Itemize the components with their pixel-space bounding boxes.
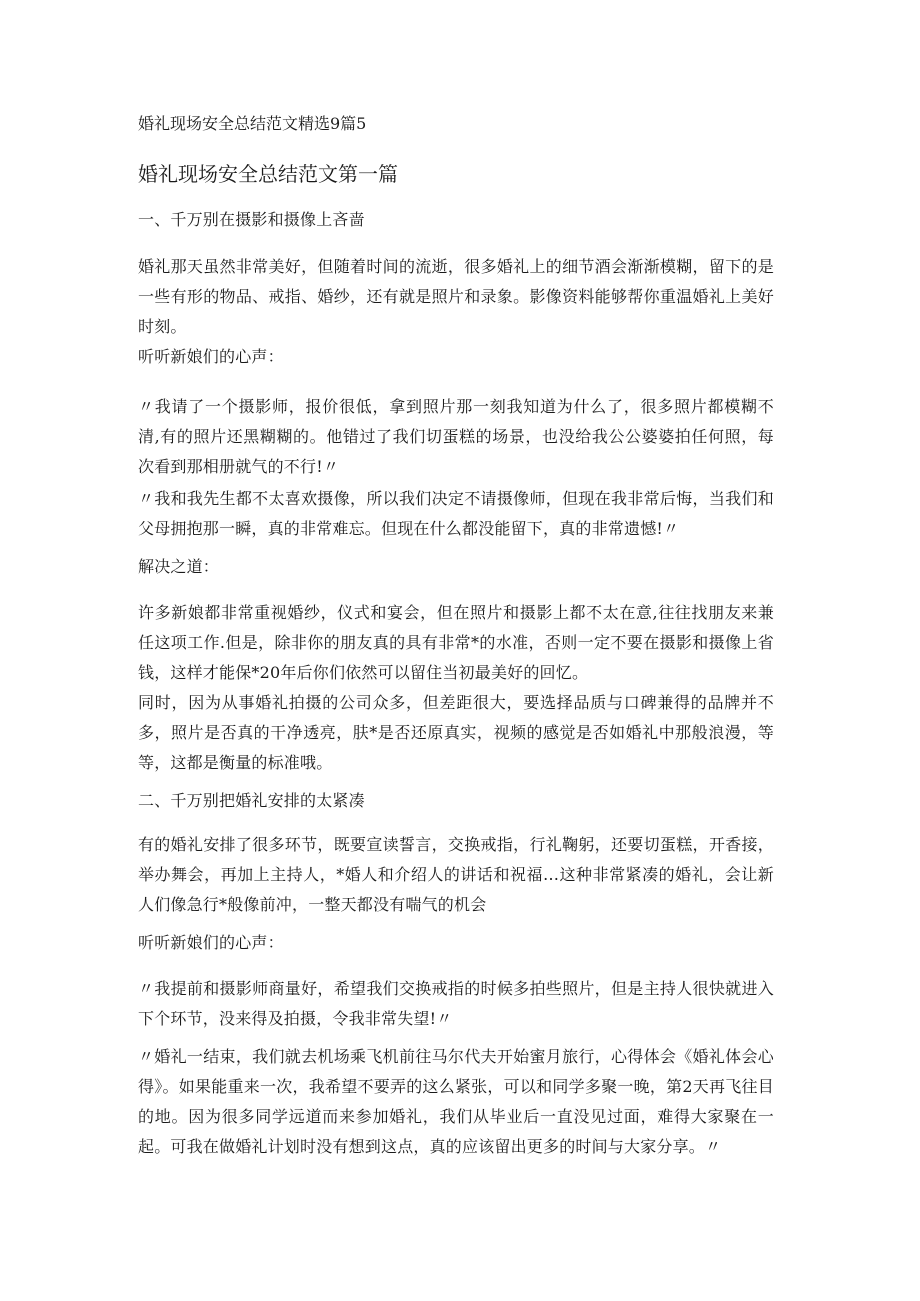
section-heading-1: 一、千万别在摄影和摄像上吝啬 <box>138 210 365 229</box>
quote-paragraph: 〃我请了一个摄影师，报价很低，拿到照片那一刻我知道为什么了，很多照片都模糊不清,有的照片还黑糊糊的。他错过了我们切蛋糕的场景，也没给我公公婆婆拍任何照，每次看到那相册就气的不行!〃 <box>138 397 774 476</box>
body-paragraph: 解决之道： <box>138 557 220 576</box>
body-paragraph: 听听新娘们的心声： <box>138 347 284 366</box>
quote-paragraph: 〃我和我先生都不太喜欢摄像，所以我们决定不请摄像师，但现在我非常后悔，当我们和父母拥抱那一瞬，真的非常难忘。但现在什么都没能留下，真的非常遗憾!〃 <box>138 489 774 538</box>
quote-paragraph: 〃婚礼一结束，我们就去机场乘飞机前往马尔代夫开始蜜月旅行，心得体会《婚礼体会心得》。如果能重来一次，我希望不要弄的这么紧张，可以和同学多聚一晚，第2天再飞往目的地。因为很多同学远道而来参加婚礼，我们从毕业后一直没见过面，难得大家聚在一起。可我在做婚礼计划时没有想到这点，真的应该留出更多的时间与大家分享。〃 <box>138 1047 774 1156</box>
quote-paragraph: 〃我提前和摄影师商量好，希望我们交换戒指的时候多拍些照片，但是主持人很快就进入下个环节，没来得及拍摄，令我非常失望!〃 <box>138 979 774 1028</box>
body-paragraph: 婚礼那天虽然非常美好，但随着时间的流逝，很多婚礼上的细节酒会渐渐模糊，留下的是一些有形的物品、戒指、婚纱，还有就是照片和录象。影像资料能够帮你重温婚礼上美好时刻。 <box>138 257 774 336</box>
body-paragraph: 同时，因为从事婚礼拍摄的公司众多，但差距很大，要选择品质与口碑兼得的品牌并不多，照片是否真的干净透亮，肤*是否还原真实，视频的感觉是否如婚礼中那般浪漫，等等，这都是衡量的标准哦。 <box>138 693 774 772</box>
body-paragraph: 听听新娘们的心声： <box>138 933 284 952</box>
chapter-title: 婚礼现场安全总结范文第一篇 <box>138 162 398 186</box>
document-title: 婚礼现场安全总结范文精选9篇5 <box>138 114 367 133</box>
section-heading-2: 二、千万别把婚礼安排的太紧凑 <box>138 791 365 810</box>
body-paragraph: 有的婚礼安排了很多环节，既要宣读誓言，交换戒指，行礼鞠躬，还要切蛋糕，开香接，举办舞会，再加上主持人，*婚人和介绍人的讲话和祝福…这种非常紧凑的婚礼，会让新人们像急行*般像前冲，一整天都没有喘气的机会 <box>138 835 774 914</box>
body-paragraph: 许多新娘都非常重视婚纱，仪式和宴会，但在照片和摄影上都不太在意,往往找朋友来兼任这项工作.但是，除非你的朋友真的具有非常*的水准，否则一定不要在摄影和摄像上省钱，这样才能保*20年后你们依然可以留住当初最美好的回忆。 <box>138 603 774 682</box>
